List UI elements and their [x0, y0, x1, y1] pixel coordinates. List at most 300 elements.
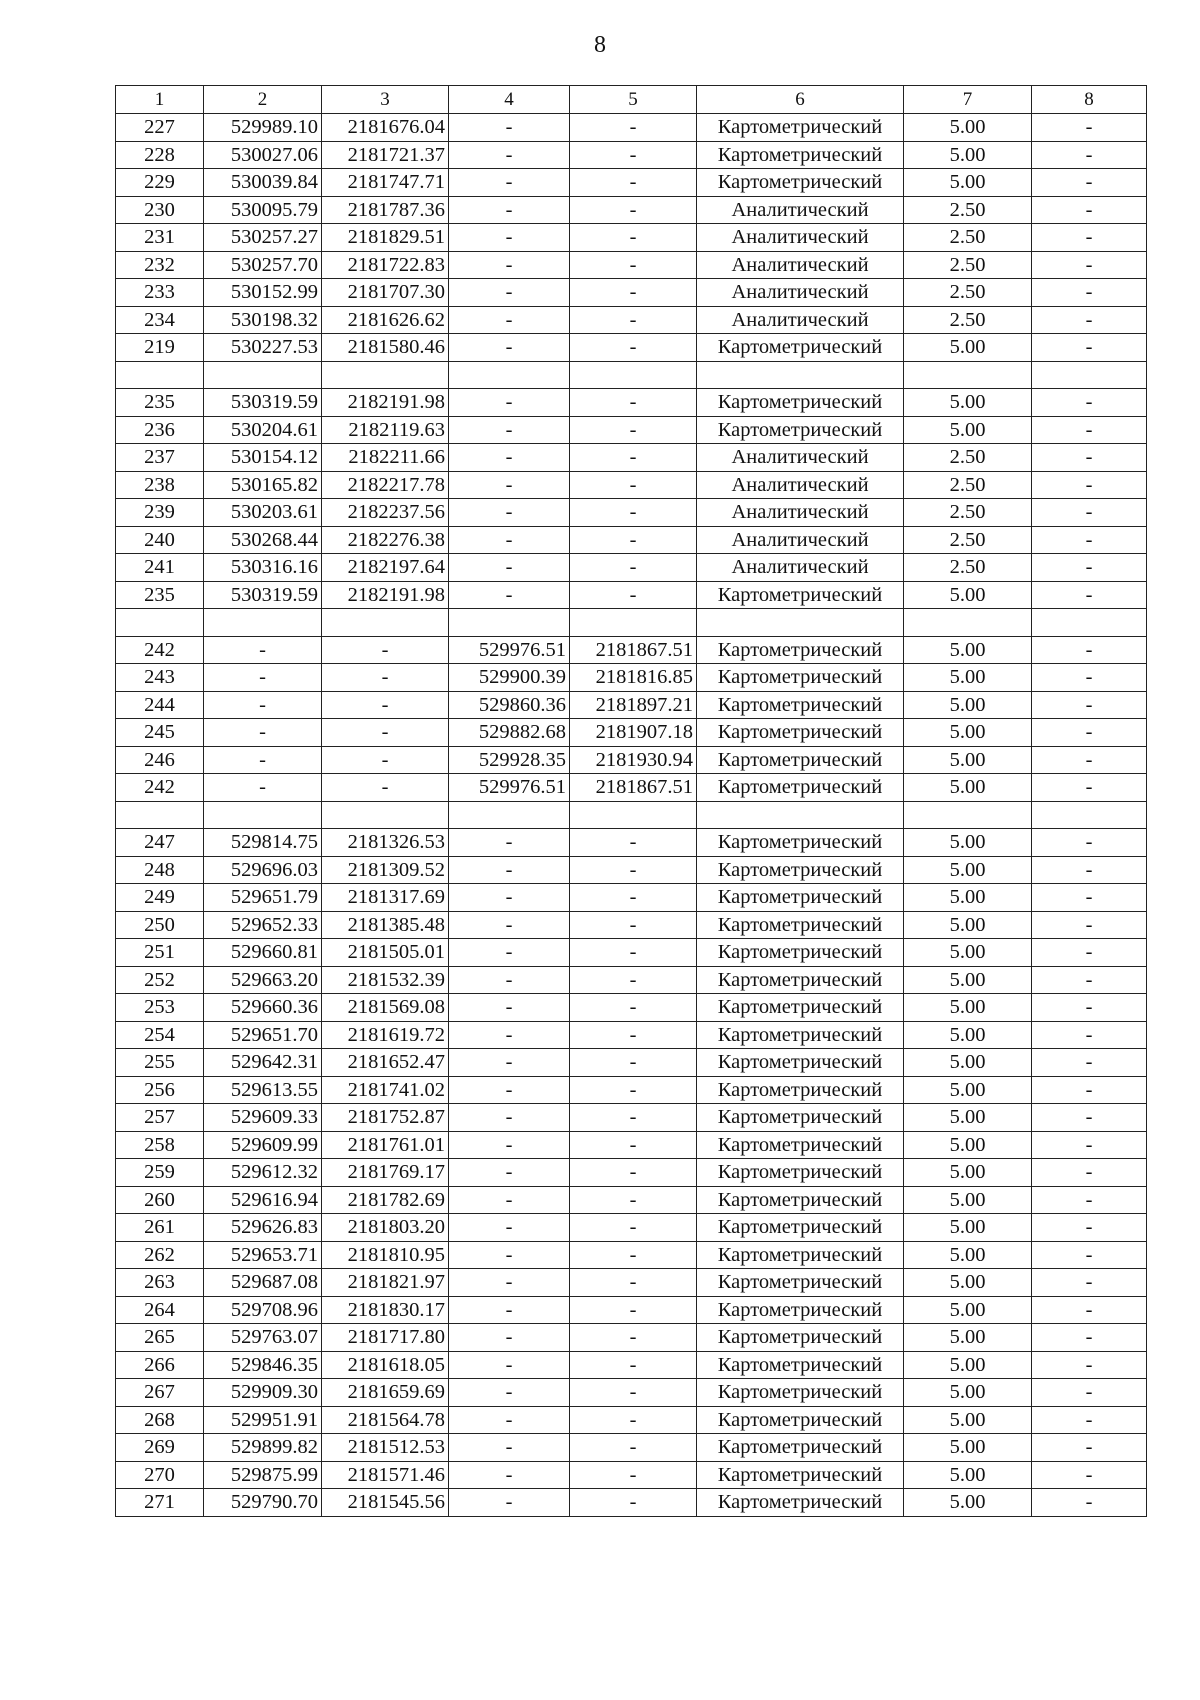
cell-y-coordinate: 2182197.64 — [322, 554, 449, 582]
cell-x-coordinate-alt: - — [449, 169, 570, 197]
cell-y-coordinate: 2181626.62 — [322, 306, 449, 334]
table-row — [116, 1434, 1147, 1462]
cell-note: - — [1032, 746, 1147, 774]
cell-method: Картометрический — [697, 334, 904, 362]
cell-point-number: 256 — [116, 1076, 204, 1104]
cell-method: Картометрический — [697, 114, 904, 142]
cell-accuracy: 5.00 — [904, 664, 1032, 692]
table-row — [116, 829, 1147, 857]
cell-point-number: 235 — [116, 581, 204, 609]
cell-y-coordinate: 2181569.08 — [322, 994, 449, 1022]
cell-accuracy: 5.00 — [904, 1076, 1032, 1104]
table-row — [116, 224, 1147, 252]
cell-y-coordinate-alt: - — [570, 416, 697, 444]
cell-x-coordinate-alt: - — [449, 1159, 570, 1187]
cell-y-coordinate — [322, 801, 449, 829]
cell-x-coordinate-alt: - — [449, 251, 570, 279]
cell-note: - — [1032, 1104, 1147, 1132]
cell-x-coordinate-alt: - — [449, 994, 570, 1022]
cell-y-coordinate-alt: - — [570, 114, 697, 142]
cell-x-coordinate: 530204.61 — [204, 416, 322, 444]
cell-x-coordinate: 529660.81 — [204, 939, 322, 967]
cell-point-number: 263 — [116, 1269, 204, 1297]
cell-y-coordinate-alt: - — [570, 471, 697, 499]
cell-note: - — [1032, 224, 1147, 252]
cell-x-coordinate-alt: - — [449, 224, 570, 252]
cell-accuracy: 2.50 — [904, 499, 1032, 527]
cell-method: Картометрический — [697, 1159, 904, 1187]
cell-x-coordinate: 530027.06 — [204, 141, 322, 169]
cell-x-coordinate: 530165.82 — [204, 471, 322, 499]
cell-note: - — [1032, 856, 1147, 884]
cell-accuracy: 5.00 — [904, 1461, 1032, 1489]
cell-accuracy: 2.50 — [904, 251, 1032, 279]
cell-point-number: 268 — [116, 1406, 204, 1434]
cell-note: - — [1032, 1434, 1147, 1462]
cell-y-coordinate-alt: - — [570, 554, 697, 582]
cell-method: Аналитический — [697, 279, 904, 307]
cell-x-coordinate-alt: - — [449, 1076, 570, 1104]
cell-y-coordinate: 2181782.69 — [322, 1186, 449, 1214]
cell-method: Картометрический — [697, 746, 904, 774]
cell-method: Картометрический — [697, 1434, 904, 1462]
cell-method: Аналитический — [697, 196, 904, 224]
cell-x-coordinate: 530095.79 — [204, 196, 322, 224]
cell-note: - — [1032, 581, 1147, 609]
cell-x-coordinate: 529909.30 — [204, 1379, 322, 1407]
cell-y-coordinate-alt: - — [570, 251, 697, 279]
cell-accuracy: 5.00 — [904, 691, 1032, 719]
cell-method: Картометрический — [697, 581, 904, 609]
cell-note: - — [1032, 1351, 1147, 1379]
cell-x-coordinate: 530319.59 — [204, 581, 322, 609]
cell-note: - — [1032, 114, 1147, 142]
cell-point-number: 245 — [116, 719, 204, 747]
cell-method: Картометрический — [697, 1489, 904, 1517]
table-row — [116, 774, 1147, 802]
cell-y-coordinate-alt: - — [570, 939, 697, 967]
cell-accuracy: 5.00 — [904, 1406, 1032, 1434]
cell-point-number: 255 — [116, 1049, 204, 1077]
table-row — [116, 581, 1147, 609]
cell-point-number: 251 — [116, 939, 204, 967]
column-header: 6 — [697, 86, 904, 114]
cell-y-coordinate-alt: - — [570, 1241, 697, 1269]
cell-method: Картометрический — [697, 1076, 904, 1104]
cell-y-coordinate-alt: - — [570, 1324, 697, 1352]
cell-y-coordinate: 2181580.46 — [322, 334, 449, 362]
cell-point-number: 247 — [116, 829, 204, 857]
cell-x-coordinate: 529687.08 — [204, 1269, 322, 1297]
cell-y-coordinate: 2182276.38 — [322, 526, 449, 554]
cell-x-coordinate-alt: - — [449, 1186, 570, 1214]
cell-x-coordinate: 529609.33 — [204, 1104, 322, 1132]
cell-note: - — [1032, 416, 1147, 444]
cell-note: - — [1032, 966, 1147, 994]
cell-x-coordinate-alt: - — [449, 966, 570, 994]
cell-method: Картометрический — [697, 664, 904, 692]
table-row — [116, 499, 1147, 527]
cell-x-coordinate-alt: 529882.68 — [449, 719, 570, 747]
table-separator-row — [116, 801, 1147, 829]
cell-x-coordinate-alt: - — [449, 856, 570, 884]
cell-x-coordinate-alt: - — [449, 114, 570, 142]
cell-note: - — [1032, 1269, 1147, 1297]
cell-method: Картометрический — [697, 416, 904, 444]
cell-x-coordinate: 530154.12 — [204, 444, 322, 472]
cell-point-number: 257 — [116, 1104, 204, 1132]
cell-y-coordinate: 2181659.69 — [322, 1379, 449, 1407]
cell-method: Картометрический — [697, 719, 904, 747]
cell-method: Картометрический — [697, 636, 904, 664]
cell-method: Аналитический — [697, 499, 904, 527]
cell-accuracy: 5.00 — [904, 856, 1032, 884]
table-row — [116, 554, 1147, 582]
cell-accuracy: 2.50 — [904, 224, 1032, 252]
cell-accuracy: 5.00 — [904, 416, 1032, 444]
cell-x-coordinate-alt: - — [449, 1406, 570, 1434]
coordinates-table — [115, 85, 1147, 1517]
cell-x-coordinate: 529616.94 — [204, 1186, 322, 1214]
cell-accuracy: 5.00 — [904, 1159, 1032, 1187]
cell-x-coordinate-alt: - — [449, 389, 570, 417]
table-row — [116, 746, 1147, 774]
cell-y-coordinate: 2181532.39 — [322, 966, 449, 994]
cell-note: - — [1032, 389, 1147, 417]
table-row — [116, 664, 1147, 692]
cell-note: - — [1032, 554, 1147, 582]
cell-x-coordinate-alt: - — [449, 829, 570, 857]
cell-note: - — [1032, 279, 1147, 307]
cell-x-coordinate: 529846.35 — [204, 1351, 322, 1379]
cell-accuracy: 5.00 — [904, 994, 1032, 1022]
cell-point-number: 248 — [116, 856, 204, 884]
cell-point-number: 236 — [116, 416, 204, 444]
cell-x-coordinate: 529609.99 — [204, 1131, 322, 1159]
cell-method: Картометрический — [697, 966, 904, 994]
cell-y-coordinate-alt: - — [570, 526, 697, 554]
cell-note: - — [1032, 471, 1147, 499]
cell-x-coordinate-alt: - — [449, 499, 570, 527]
cell-y-coordinate: 2181769.17 — [322, 1159, 449, 1187]
cell-y-coordinate: 2181830.17 — [322, 1296, 449, 1324]
cell-method: Картометрический — [697, 1324, 904, 1352]
cell-method: Картометрический — [697, 169, 904, 197]
cell-y-coordinate: 2181707.30 — [322, 279, 449, 307]
cell-x-coordinate-alt: - — [449, 884, 570, 912]
cell-note: - — [1032, 994, 1147, 1022]
cell-note: - — [1032, 1159, 1147, 1187]
cell-point-number: 258 — [116, 1131, 204, 1159]
cell-x-coordinate-alt: - — [449, 334, 570, 362]
cell-x-coordinate: 529814.75 — [204, 829, 322, 857]
cell-accuracy: 5.00 — [904, 1351, 1032, 1379]
cell-accuracy: 5.00 — [904, 1104, 1032, 1132]
cell-y-coordinate-alt: - — [570, 581, 697, 609]
cell-y-coordinate: 2181676.04 — [322, 114, 449, 142]
cell-method: Картометрический — [697, 1379, 904, 1407]
cell-y-coordinate: 2181829.51 — [322, 224, 449, 252]
cell-y-coordinate: 2181326.53 — [322, 829, 449, 857]
cell-method: Картометрический — [697, 1269, 904, 1297]
cell-method — [697, 609, 904, 637]
cell-y-coordinate-alt: 2181816.85 — [570, 664, 697, 692]
cell-note — [1032, 609, 1147, 637]
cell-accuracy: 5.00 — [904, 636, 1032, 664]
cell-x-coordinate-alt: - — [449, 416, 570, 444]
cell-x-coordinate: 530257.27 — [204, 224, 322, 252]
cell-method: Картометрический — [697, 1351, 904, 1379]
cell-x-coordinate: 529790.70 — [204, 1489, 322, 1517]
cell-x-coordinate: 529763.07 — [204, 1324, 322, 1352]
table-body — [116, 86, 1147, 1517]
cell-y-coordinate: 2182191.98 — [322, 581, 449, 609]
page-number: 8 — [594, 32, 606, 58]
cell-y-coordinate: - — [322, 691, 449, 719]
cell-x-coordinate: 530227.53 — [204, 334, 322, 362]
table-row — [116, 416, 1147, 444]
cell-y-coordinate-alt: 2181897.21 — [570, 691, 697, 719]
cell-accuracy: 5.00 — [904, 114, 1032, 142]
cell-y-coordinate: 2181385.48 — [322, 911, 449, 939]
cell-point-number: 267 — [116, 1379, 204, 1407]
cell-point-number: 270 — [116, 1461, 204, 1489]
cell-accuracy: 2.50 — [904, 526, 1032, 554]
cell-y-coordinate: 2181787.36 — [322, 196, 449, 224]
cell-y-coordinate-alt: - — [570, 911, 697, 939]
cell-note: - — [1032, 636, 1147, 664]
cell-y-coordinate-alt: - — [570, 1076, 697, 1104]
cell-y-coordinate: 2181564.78 — [322, 1406, 449, 1434]
cell-x-coordinate: 530039.84 — [204, 169, 322, 197]
cell-point-number: 229 — [116, 169, 204, 197]
cell-point-number: 262 — [116, 1241, 204, 1269]
cell-x-coordinate: 529875.99 — [204, 1461, 322, 1489]
cell-accuracy: 2.50 — [904, 196, 1032, 224]
cell-y-coordinate-alt: - — [570, 389, 697, 417]
cell-method: Картометрический — [697, 389, 904, 417]
cell-y-coordinate-alt: - — [570, 1159, 697, 1187]
cell-x-coordinate-alt: - — [449, 581, 570, 609]
table-row — [116, 169, 1147, 197]
cell-x-coordinate: 530152.99 — [204, 279, 322, 307]
cell-method — [697, 801, 904, 829]
cell-y-coordinate: 2181618.05 — [322, 1351, 449, 1379]
cell-point-number: 234 — [116, 306, 204, 334]
cell-accuracy: 5.00 — [904, 774, 1032, 802]
cell-y-coordinate-alt: - — [570, 1379, 697, 1407]
cell-x-coordinate-alt: - — [449, 196, 570, 224]
cell-y-coordinate: 2182191.98 — [322, 389, 449, 417]
cell-y-coordinate: 2181721.37 — [322, 141, 449, 169]
cell-x-coordinate: - — [204, 746, 322, 774]
cell-method: Аналитический — [697, 251, 904, 279]
cell-point-number: 254 — [116, 1021, 204, 1049]
table-row — [116, 1049, 1147, 1077]
cell-x-coordinate: 530316.16 — [204, 554, 322, 582]
table-separator-row — [116, 361, 1147, 389]
cell-method: Картометрический — [697, 1296, 904, 1324]
cell-accuracy: 5.00 — [904, 1131, 1032, 1159]
cell-note: - — [1032, 499, 1147, 527]
cell-accuracy: 5.00 — [904, 1049, 1032, 1077]
cell-x-coordinate: 529651.79 — [204, 884, 322, 912]
cell-note: - — [1032, 444, 1147, 472]
cell-x-coordinate — [204, 609, 322, 637]
cell-point-number: 228 — [116, 141, 204, 169]
cell-accuracy: 5.00 — [904, 1186, 1032, 1214]
cell-note: - — [1032, 141, 1147, 169]
cell-y-coordinate: 2181512.53 — [322, 1434, 449, 1462]
cell-method: Картометрический — [697, 884, 904, 912]
cell-x-coordinate-alt: - — [449, 1489, 570, 1517]
cell-accuracy — [904, 801, 1032, 829]
cell-note: - — [1032, 169, 1147, 197]
cell-y-coordinate-alt: - — [570, 1296, 697, 1324]
cell-point-number: 219 — [116, 334, 204, 362]
cell-x-coordinate-alt: 529860.36 — [449, 691, 570, 719]
cell-point-number: 243 — [116, 664, 204, 692]
cell-point-number: 250 — [116, 911, 204, 939]
cell-x-coordinate-alt: - — [449, 1214, 570, 1242]
cell-y-coordinate: - — [322, 719, 449, 747]
cell-point-number: 260 — [116, 1186, 204, 1214]
cell-point-number: 240 — [116, 526, 204, 554]
cell-y-coordinate-alt: - — [570, 1351, 697, 1379]
cell-method: Аналитический — [697, 471, 904, 499]
column-header: 2 — [204, 86, 322, 114]
cell-method: Картометрический — [697, 911, 904, 939]
cell-x-coordinate-alt: 529976.51 — [449, 636, 570, 664]
table-row — [116, 939, 1147, 967]
cell-y-coordinate-alt: - — [570, 994, 697, 1022]
table-row — [116, 1076, 1147, 1104]
cell-y-coordinate: 2181505.01 — [322, 939, 449, 967]
cell-y-coordinate-alt: - — [570, 1489, 697, 1517]
cell-y-coordinate: 2181761.01 — [322, 1131, 449, 1159]
cell-accuracy: 5.00 — [904, 389, 1032, 417]
cell-x-coordinate — [204, 801, 322, 829]
cell-y-coordinate: 2181619.72 — [322, 1021, 449, 1049]
table-row — [116, 526, 1147, 554]
cell-x-coordinate-alt: - — [449, 1049, 570, 1077]
cell-method: Картометрический — [697, 1131, 904, 1159]
table-row — [116, 471, 1147, 499]
cell-accuracy: 2.50 — [904, 279, 1032, 307]
cell-y-coordinate-alt: 2181867.51 — [570, 636, 697, 664]
table-row — [116, 1461, 1147, 1489]
cell-y-coordinate-alt — [570, 361, 697, 389]
cell-method: Аналитический — [697, 554, 904, 582]
cell-y-coordinate-alt: - — [570, 334, 697, 362]
cell-x-coordinate: - — [204, 664, 322, 692]
cell-accuracy: 5.00 — [904, 939, 1032, 967]
cell-accuracy: 5.00 — [904, 169, 1032, 197]
cell-accuracy — [904, 609, 1032, 637]
column-header: 8 — [1032, 86, 1147, 114]
cell-method: Картометрический — [697, 1104, 904, 1132]
cell-y-coordinate: 2182119.63 — [322, 416, 449, 444]
cell-accuracy: 5.00 — [904, 1021, 1032, 1049]
cell-method: Картометрический — [697, 939, 904, 967]
cell-note: - — [1032, 526, 1147, 554]
cell-y-coordinate: 2182217.78 — [322, 471, 449, 499]
table-row — [116, 1104, 1147, 1132]
cell-y-coordinate-alt: 2181930.94 — [570, 746, 697, 774]
table-row — [116, 389, 1147, 417]
cell-x-coordinate-alt: - — [449, 306, 570, 334]
cell-x-coordinate-alt — [449, 801, 570, 829]
cell-x-coordinate-alt: - — [449, 1324, 570, 1352]
cell-method: Картометрический — [697, 1461, 904, 1489]
cell-note: - — [1032, 1241, 1147, 1269]
cell-note: - — [1032, 691, 1147, 719]
cell-y-coordinate — [322, 361, 449, 389]
cell-y-coordinate-alt: - — [570, 1461, 697, 1489]
cell-point-number: 232 — [116, 251, 204, 279]
cell-y-coordinate: - — [322, 774, 449, 802]
cell-x-coordinate: 529951.91 — [204, 1406, 322, 1434]
cell-point-number — [116, 609, 204, 637]
cell-y-coordinate: 2181821.97 — [322, 1269, 449, 1297]
table-row — [116, 1379, 1147, 1407]
cell-note: - — [1032, 884, 1147, 912]
cell-note: - — [1032, 829, 1147, 857]
cell-y-coordinate-alt: - — [570, 1131, 697, 1159]
cell-method: Картометрический — [697, 1021, 904, 1049]
cell-x-coordinate: 529651.70 — [204, 1021, 322, 1049]
cell-x-coordinate: 529708.96 — [204, 1296, 322, 1324]
table-row — [116, 1241, 1147, 1269]
cell-y-coordinate-alt — [570, 609, 697, 637]
cell-x-coordinate-alt: - — [449, 444, 570, 472]
cell-y-coordinate-alt: - — [570, 1406, 697, 1434]
cell-y-coordinate: - — [322, 636, 449, 664]
table-row — [116, 691, 1147, 719]
cell-y-coordinate-alt: - — [570, 1434, 697, 1462]
cell-y-coordinate-alt: - — [570, 1214, 697, 1242]
cell-x-coordinate-alt: - — [449, 1131, 570, 1159]
cell-y-coordinate-alt: - — [570, 224, 697, 252]
cell-point-number: 269 — [116, 1434, 204, 1462]
cell-note: - — [1032, 1406, 1147, 1434]
cell-point-number — [116, 361, 204, 389]
cell-method: Картометрический — [697, 829, 904, 857]
cell-point-number: 241 — [116, 554, 204, 582]
cell-x-coordinate-alt: - — [449, 471, 570, 499]
cell-x-coordinate-alt: 529900.39 — [449, 664, 570, 692]
cell-x-coordinate-alt: - — [449, 1021, 570, 1049]
cell-point-number: 271 — [116, 1489, 204, 1517]
cell-point-number: 242 — [116, 636, 204, 664]
table-row — [116, 1269, 1147, 1297]
cell-x-coordinate: 530203.61 — [204, 499, 322, 527]
cell-y-coordinate: 2181747.71 — [322, 169, 449, 197]
cell-note: - — [1032, 1489, 1147, 1517]
cell-y-coordinate-alt: 2181867.51 — [570, 774, 697, 802]
cell-accuracy: 5.00 — [904, 966, 1032, 994]
cell-y-coordinate-alt: - — [570, 1021, 697, 1049]
cell-note: - — [1032, 774, 1147, 802]
cell-point-number: 246 — [116, 746, 204, 774]
cell-point-number: 231 — [116, 224, 204, 252]
cell-point-number: 261 — [116, 1214, 204, 1242]
cell-method: Аналитический — [697, 526, 904, 554]
cell-x-coordinate-alt: - — [449, 1351, 570, 1379]
cell-point-number: 235 — [116, 389, 204, 417]
cell-y-coordinate: 2181722.83 — [322, 251, 449, 279]
cell-accuracy: 2.50 — [904, 306, 1032, 334]
